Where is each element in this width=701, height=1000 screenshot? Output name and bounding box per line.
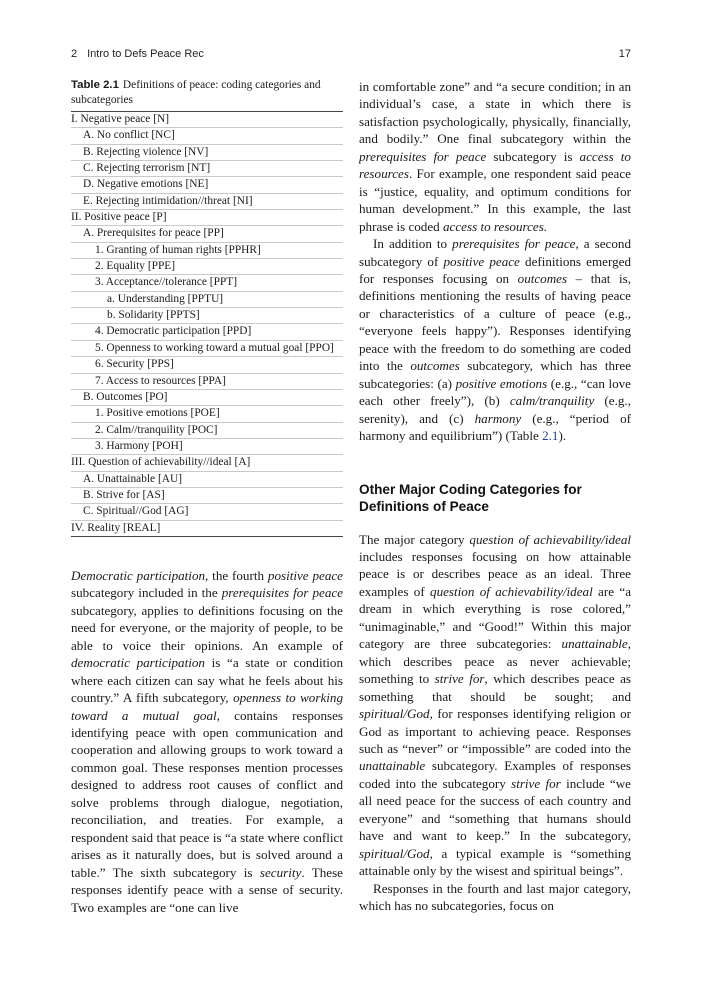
running-head [71,48,204,60]
italic-run: unattainable [359,758,426,774]
table-caption [71,78,343,108]
italic-run: democratic participation [71,655,205,671]
italic-run: spiritual/God, [359,845,433,861]
table-row: A. Unattainable [AU] [71,472,343,488]
table-row: III. Question of achievability//ideal [A] [71,455,343,471]
table-row: 2. Calm//tranquility [POC] [71,423,343,439]
table-row: b. Solidarity [PPTS] [71,308,343,324]
table-row: E. Rejecting intimidation//threat [NI] [71,194,343,210]
table-row: C. Spiritual//God [AG] [71,504,343,520]
table-row: A. No conflict [NC] [71,128,343,144]
italic-run: security [259,864,302,880]
table-row: C. Rejecting terrorism [NT] [71,161,343,177]
left-column [71,78,343,916]
table-row: B. Outcomes [PO] [71,390,343,406]
body-paragraph: in comfortable zone” and “a secure condition; in an individual’s case, a state in which there is satisfaction psychologically, physically, financially, and bodily.” One final subcategory within the prerequisites for peace subcategory is access to resources. For example, one respondent said peace is “justice, equality, and optimum conditions for human development.” In this example, the last phrase is coded access to resources. [359,79,631,234]
page-number: 17 [618,48,631,60]
italic-run: positive peace [267,567,343,583]
body-paragraph: Responses in the fourth and last major category, which has no subcategories, focus on [359,880,631,914]
italic-run: question of achievability/ideal [430,583,593,599]
italic-run: Democratic participation, [71,567,209,583]
italic-run: strive for [511,775,561,791]
italic-run: openness to working toward a mutual goal, [71,690,343,723]
italic-run: positive peace [443,253,520,269]
chapter-title: Intro to Defs Peace Rec [87,48,204,60]
table-row: 3. Acceptance//tolerance [PPT] [71,275,343,291]
italic-run: outcomes [517,270,568,286]
chapter-number: 2 [71,48,78,60]
italic-run: prerequisites for peace [221,585,343,601]
italic-run: positive emotions [455,375,548,391]
italic-run: outcomes [410,358,460,374]
table-cross-reference[interactable]: 2.1 [542,428,559,444]
table-row: 4. Democratic participation [PPD] [71,324,343,340]
italic-run: strive for [434,671,485,687]
table-row: a. Understanding [PPTU] [71,292,343,308]
italic-run: prerequisites for peace [452,236,576,252]
table-label: Table 2.1 [71,79,119,91]
table-row: D. Negative emotions [NE] [71,177,343,193]
italic-run: access to resources [359,148,631,182]
table-row: 1. Granting of human rights [PPHR] [71,243,343,259]
italic-run: calm/tranquility [509,393,595,409]
table-row: 3. Harmony [POH] [71,439,343,455]
table-row: II. Positive peace [P] [71,210,343,226]
body-paragraph: Democratic participation, the fourth positive peace subcategory included in the prerequisites for peace subcategory, applies to definitions focusing on the need for everyone, or the majority of people, to be able to voice their opinions. An example of democratic participation is “a state or condition where each citizen can say what he feels about his country.” A fifth subcategory, openness to working toward a mutual goal, contains responses identifying peace with open communication and cooperation and allowing groups to work toward a common goal. These responses mention processes designed to address root causes of conflict and solve problems through dialogue, negotiation, reconciliation, and treaties. For example, a respondent said that peace is “a state where conflict arises as it naturally does, but is solved around a table.” The sixth subcategory is security. These responses identify peace with a sense of security. Two examples are “one can live [71,567,343,915]
section-heading: Other Major Coding Categories for Definitions of Peace [359,481,582,514]
table-row: A. Prerequisites for peace [PP] [71,226,343,242]
body-paragraph: The major category question of achievability/ideal includes responses focusing on how attainable peace is or describes peace as an ideal. Three examples of question of achievability/ideal are “a dream in which everything is rose colored,” “unimaginable,” and “Good!” Within this major category are three subcategories: unattainable, which describes peace as never achievable; something to strive for, which describes peace as something that should be sought; and spiritual/God, for responses identifying religion or God as important to achieving peace. Responses such as “never” or “impossible” are coded into the unattainable subcategory. Examples of responses coded into the subcategory strive for include “we all need peace for the success of each country and everyone” and “something that humans should have and want to keep.” In the subcategory, spiritual/God, a typical example is “something attainable only by the wisest and spiritual beings”. [359,531,632,879]
definitions-table [71,111,343,537]
table-row: IV. Reality [REAL] [71,521,161,534]
italic-run: prerequisites for peace [359,148,487,164]
table-row: 6. Security [PPS] [71,357,343,373]
table-row: 7. Access to resources [PPA] [71,374,343,390]
italic-run: unattainable, [561,636,631,652]
italic-run: spiritual/God, [359,706,433,722]
italic-run: harmony [474,410,522,426]
table-row: 5. Openness to working toward a mutual goal [PPO] [71,341,343,357]
table-row: B. Rejecting violence [NV] [71,145,343,161]
table-row: 2. Equality [PPE] [71,259,343,275]
table-caption-text: Definitions of peace: coding categories and subcategories [71,79,321,106]
table-row: B. Strive for [AS] [71,488,343,504]
table-row: I. Negative peace [N] [71,112,343,128]
italic-run: question of achievability/ideal [469,531,631,547]
body-paragraph: In addition to prerequisites for peace, a second subcategory of positive peace definitions emerged for responses focusing on outcomes – that is, definitions mentioning the results of having peace or characteristics of a culture of peace (e.g., “everyone feels happy”). Responses identifying peace with the freedom to do something are coded into the outcomes subcategory, which has three subcategories: (a) positive emotions (e.g., “can love each other freely”), (b) calm/tranquility (e.g., serenity), and (c) harmony (e.g., “period of harmony and equilibrium”) (Table 2.1). [359,236,632,444]
italic-run: access to resources. [443,218,548,234]
right-column [359,78,631,914]
table-row: 1. Positive emotions [POE] [71,406,343,422]
